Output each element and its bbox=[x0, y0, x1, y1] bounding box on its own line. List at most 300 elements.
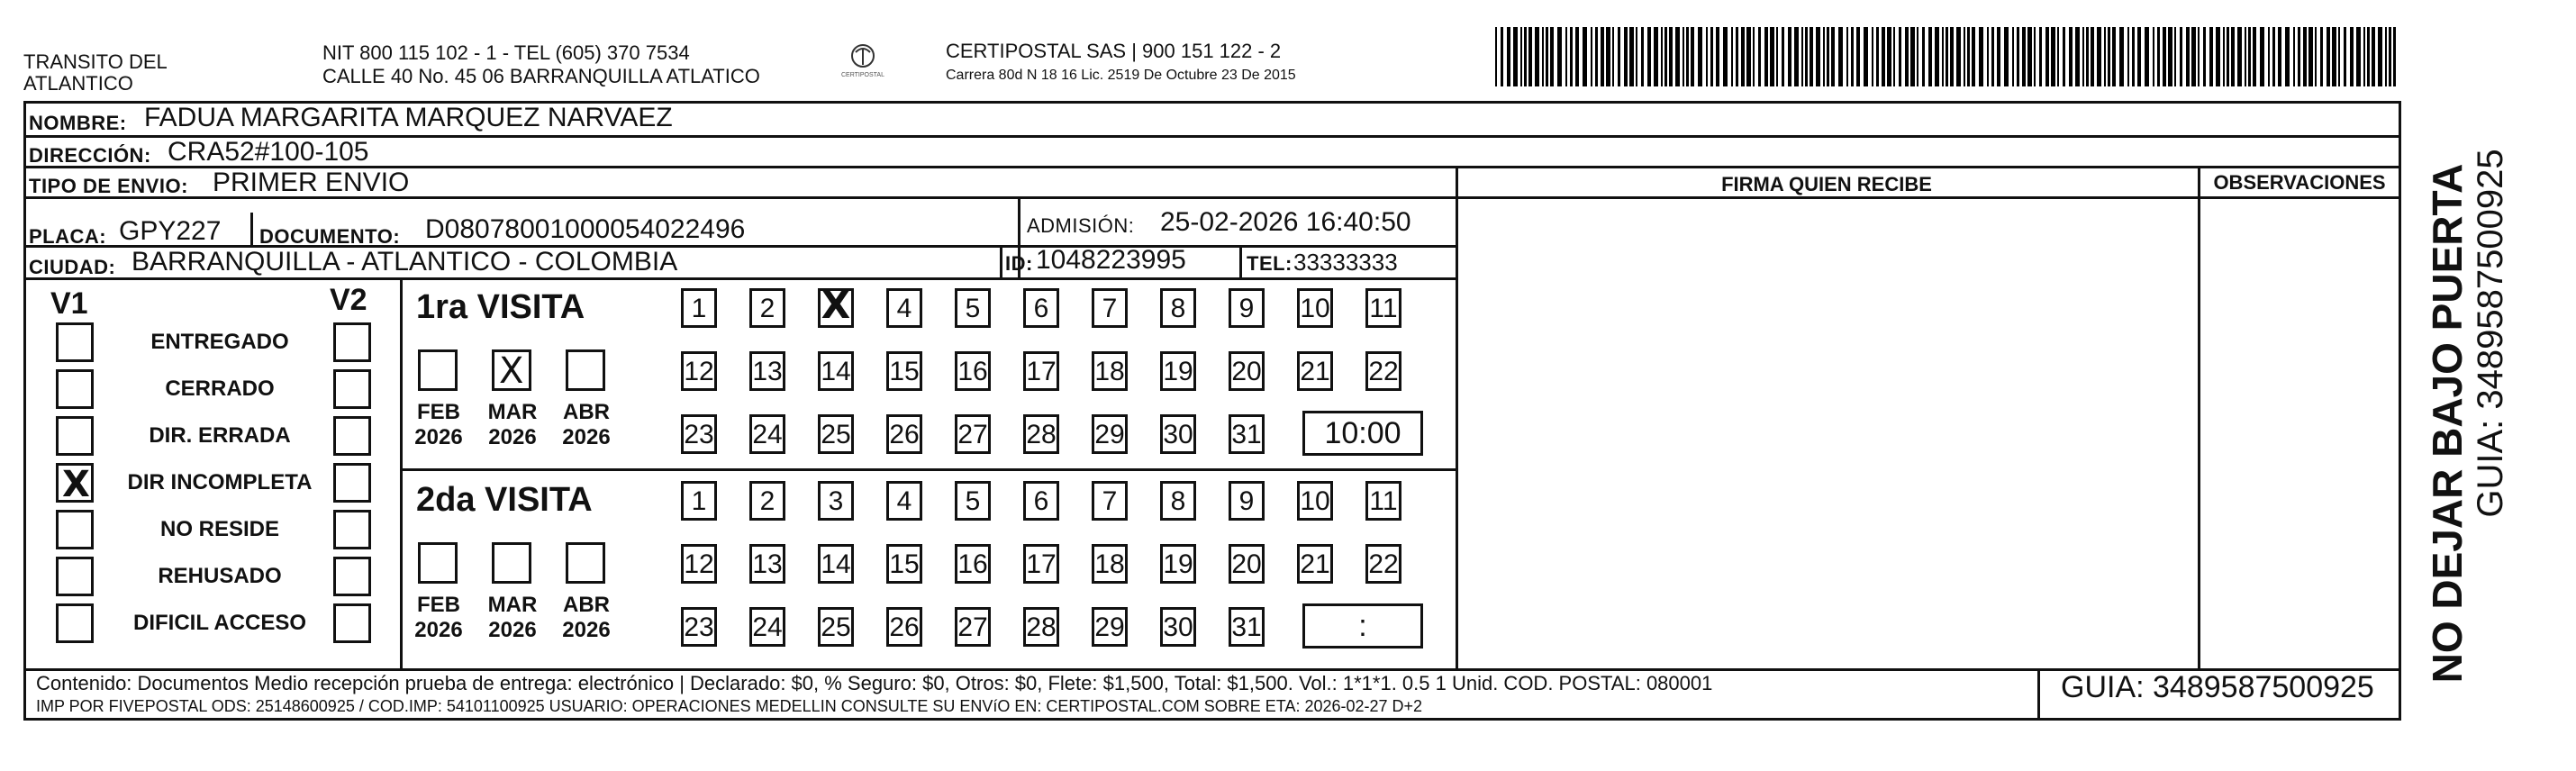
footer-print-line: IMP POR FIVEPOSTAL ODS: 25148600925 / COD.IMP: 54101100925 USUARIO: OPERACIONES MEDELLIN CONSULTE SU ENVíO EN: CERTIPOSTAL.COM SOBRE ETA: 2026-02-27 D+2 bbox=[36, 697, 1423, 715]
barcode-bar bbox=[1831, 27, 1835, 86]
barcode-bar bbox=[1753, 27, 1755, 86]
direccion-value: CRA52#100-105 bbox=[168, 137, 369, 167]
barcode-bar bbox=[1942, 27, 1944, 86]
v1-checkbox[interactable] bbox=[56, 322, 94, 362]
status-option-label: CERRADO bbox=[165, 376, 275, 401]
barcode-bar bbox=[1801, 27, 1803, 86]
day-box[interactable]: 14 bbox=[818, 351, 854, 391]
barcode-bar bbox=[2378, 27, 2382, 86]
barcode-bar bbox=[2108, 27, 2110, 86]
visit2-title: 2da VISITA bbox=[416, 481, 593, 519]
observaciones-header: OBSERVACIONES bbox=[2213, 171, 2386, 194]
barcode-bar bbox=[1591, 27, 1592, 86]
barcode-bar bbox=[2163, 27, 2166, 86]
day-box[interactable]: 15 bbox=[886, 544, 922, 584]
barcode-bar bbox=[2132, 27, 2135, 86]
barcode-bar bbox=[1893, 27, 1895, 86]
barcode-bar bbox=[1956, 27, 1961, 86]
month-year: 2026 bbox=[488, 425, 537, 449]
visit-time[interactable]: : bbox=[1302, 603, 1423, 649]
day-box[interactable]: 24 bbox=[749, 607, 785, 647]
barcode-bar bbox=[2332, 27, 2336, 86]
barcode-bar bbox=[1606, 27, 1610, 86]
direccion-label: DIRECCIÓN: bbox=[29, 144, 151, 167]
day-box[interactable]: 17 bbox=[1023, 544, 1059, 584]
barcode-bar bbox=[2075, 27, 2080, 86]
status-option-label: NO RESIDE bbox=[159, 517, 280, 541]
day-box[interactable]: 30 bbox=[1160, 607, 1196, 647]
barcode-bar bbox=[2137, 27, 2141, 86]
day-box[interactable]: 23 bbox=[681, 607, 717, 647]
day-box[interactable]: 23 bbox=[681, 414, 717, 454]
barcode-bar bbox=[1876, 27, 1879, 86]
barcode-bar bbox=[1550, 27, 1554, 86]
month-checkbox[interactable] bbox=[566, 542, 605, 584]
barcode-bar bbox=[2338, 27, 2340, 86]
barcode-bar bbox=[1557, 27, 1562, 86]
day-box[interactable]: 5 bbox=[955, 288, 991, 328]
placa-value: GPY227 bbox=[119, 216, 222, 246]
barcode-bar bbox=[1788, 27, 1791, 86]
day-box[interactable]: 4 bbox=[886, 481, 922, 521]
month-year: 2026 bbox=[562, 425, 611, 449]
day-box[interactable]: 18 bbox=[1092, 544, 1128, 584]
day-box[interactable]: 16 bbox=[955, 544, 991, 584]
barcode-bar bbox=[2127, 27, 2129, 86]
barcode-bar bbox=[1887, 27, 1891, 86]
barcode-bar bbox=[2278, 27, 2281, 86]
barcode-bar bbox=[2191, 27, 2196, 86]
documento-value: D08078001000054022496 bbox=[425, 214, 746, 244]
day-box[interactable]: 24 bbox=[749, 414, 785, 454]
day-box[interactable]: 12 bbox=[681, 351, 717, 391]
firma-header: FIRMA QUIEN RECIBE bbox=[1721, 173, 1932, 195]
barcode-bar bbox=[1723, 27, 1728, 86]
day-box[interactable]: 19 bbox=[1160, 351, 1196, 391]
barcode-bar bbox=[1851, 27, 1854, 86]
barcode-bar bbox=[1716, 27, 1719, 86]
barcode-bar bbox=[1741, 27, 1745, 86]
barcode-bar bbox=[1910, 27, 1915, 86]
barcode-bar bbox=[1654, 27, 1658, 86]
barcode-bar bbox=[1776, 27, 1778, 86]
barcode-bar bbox=[1846, 27, 1848, 86]
barcode-bar bbox=[2017, 27, 2019, 86]
month-year: 2026 bbox=[562, 618, 611, 642]
month-name: FEB bbox=[417, 400, 460, 424]
barcode-bar bbox=[1661, 27, 1663, 86]
month-checkbox[interactable] bbox=[492, 349, 531, 391]
barcode-bar bbox=[1513, 27, 1518, 86]
barcode-bar bbox=[2389, 27, 2391, 86]
status-option-label: DIR. ERRADA bbox=[149, 423, 291, 448]
barcode-bar bbox=[1731, 27, 1733, 86]
id-label: ID: bbox=[1005, 252, 1033, 275]
barcode-bar bbox=[2069, 27, 2073, 86]
barcode-bar bbox=[1495, 27, 1497, 86]
barcode-bar bbox=[1987, 27, 1989, 86]
tel-value: 33333333 bbox=[1293, 249, 1398, 276]
barcode-bar bbox=[2327, 27, 2330, 86]
barcode-bar bbox=[2180, 27, 2182, 86]
barcode-bar bbox=[1950, 27, 1954, 86]
barcode-bar bbox=[1501, 27, 1503, 86]
barcode-bar bbox=[2082, 27, 2084, 86]
nombre-label: NOMBRE: bbox=[29, 112, 127, 134]
barcode-bar bbox=[1935, 27, 1939, 86]
barcode-bar bbox=[2051, 27, 2055, 86]
barcode-bar bbox=[1520, 27, 1522, 86]
barcode-bar bbox=[2012, 27, 2014, 86]
day-box[interactable]: 16 bbox=[955, 351, 991, 391]
barcode-bar bbox=[2153, 27, 2154, 86]
barcode-bar bbox=[2022, 27, 2026, 86]
barcode-bar bbox=[1917, 27, 1918, 86]
barcode-bar bbox=[1575, 27, 1579, 86]
day-box[interactable]: 29 bbox=[1092, 414, 1128, 454]
barcode-bar bbox=[2385, 27, 2387, 86]
barcode-bar bbox=[1647, 27, 1651, 86]
barcode-bar bbox=[1794, 27, 1799, 86]
day-box[interactable]: 8 bbox=[1160, 481, 1196, 521]
barcode-bar bbox=[2174, 27, 2176, 86]
month-checkbox[interactable] bbox=[492, 542, 531, 584]
day-box[interactable]: 2 bbox=[749, 481, 785, 521]
day-box[interactable]: 22 bbox=[1365, 544, 1401, 584]
barcode-bar bbox=[2285, 27, 2290, 86]
company-line: CERTIPOSTAL SAS | 900 151 122 - 2 bbox=[946, 40, 1282, 62]
v2-checkbox[interactable] bbox=[333, 322, 371, 362]
day-box[interactable]: 25 bbox=[818, 414, 854, 454]
barcode-bar bbox=[2393, 27, 2396, 86]
day-box[interactable]: 31 bbox=[1229, 607, 1265, 647]
org-name-line1: TRANSITO DEL bbox=[23, 50, 168, 73]
barcode-bar bbox=[1882, 27, 1885, 86]
status-option-label: DIR INCOMPLETA bbox=[127, 470, 313, 494]
barcode-bar bbox=[1979, 27, 1983, 86]
barcode-bar bbox=[1972, 27, 1975, 86]
tipo-envio-label: TIPO DE ENVIO: bbox=[29, 175, 188, 197]
barcode-bar bbox=[2293, 27, 2295, 86]
barcode-bar bbox=[1664, 27, 1667, 86]
barcode-bar bbox=[2372, 27, 2375, 86]
status-option-label: ENTREGADO bbox=[150, 330, 289, 354]
barcode-bar bbox=[1991, 27, 1994, 86]
v2-checkbox[interactable] bbox=[333, 603, 371, 643]
barcode-bar bbox=[2216, 27, 2220, 86]
tel-label: TEL: bbox=[1247, 252, 1293, 275]
id-value: 1048223995 bbox=[1036, 245, 1186, 275]
barcode-bar bbox=[2168, 27, 2172, 86]
barcode-bar bbox=[1546, 27, 1548, 86]
barcode-bar bbox=[1507, 27, 1510, 86]
day-box[interactable]: 11 bbox=[1365, 288, 1401, 328]
month-checkbox[interactable] bbox=[418, 349, 458, 391]
footer-guia: GUIA: 3489587500925 bbox=[2061, 670, 2374, 704]
barcode-bar bbox=[2268, 27, 2270, 86]
barcode-bar bbox=[2063, 27, 2065, 86]
barcode-bar bbox=[2086, 27, 2089, 86]
barcode-bar bbox=[1872, 27, 1873, 86]
barcode-bar bbox=[2145, 27, 2149, 86]
day-box[interactable]: 6 bbox=[1023, 288, 1059, 328]
day-box[interactable]: 20 bbox=[1229, 351, 1265, 391]
barcode-bar bbox=[1675, 27, 1680, 86]
barcode-bar bbox=[1758, 27, 1761, 86]
v2-checkbox[interactable] bbox=[333, 369, 371, 409]
barcode-bar bbox=[2303, 27, 2307, 86]
barcode-bar bbox=[2045, 27, 2049, 86]
month-name: ABR bbox=[563, 400, 610, 424]
v2-label: V2 bbox=[330, 283, 367, 317]
month-label bbox=[555, 400, 618, 450]
v2-checkbox[interactable] bbox=[333, 416, 371, 456]
address-line: CALLE 40 No. 45 06 BARRANQUILLA ATLATICO bbox=[322, 65, 760, 87]
v2-checkbox[interactable] bbox=[333, 463, 371, 503]
barcode-bar bbox=[2298, 27, 2300, 86]
barcode-bar bbox=[1764, 27, 1768, 86]
month-checkbox[interactable] bbox=[566, 349, 605, 391]
day-box[interactable]: 12 bbox=[681, 544, 717, 584]
barcode-bar bbox=[2272, 27, 2275, 86]
barcode-bar bbox=[2112, 27, 2116, 86]
barcode-bar bbox=[2223, 27, 2225, 86]
nombre-value: FADUA MARGARITA MARQUEZ NARVAEZ bbox=[144, 103, 673, 132]
barcode-bar bbox=[1946, 27, 1948, 86]
barcode-bar bbox=[2209, 27, 2213, 86]
day-box[interactable]: 1 bbox=[681, 481, 717, 521]
barcode-bar bbox=[1535, 27, 1539, 86]
ciudad-value: BARRANQUILLA - ATLANTICO - COLOMBIA bbox=[132, 247, 678, 277]
barcode-bar bbox=[1583, 27, 1587, 86]
barcode-bar bbox=[1698, 27, 1702, 86]
barcode-bar bbox=[1736, 27, 1738, 86]
month-label bbox=[407, 593, 470, 643]
barcode-bar bbox=[1827, 27, 1829, 86]
day-box[interactable]: 13 bbox=[749, 351, 785, 391]
nit-line: NIT 800 115 102 - 1 - TEL (605) 370 7534 bbox=[322, 41, 690, 64]
barcode-bar bbox=[1856, 27, 1860, 86]
barcode-bar bbox=[1770, 27, 1774, 86]
v1-checkbox[interactable] bbox=[56, 510, 94, 549]
month-year: 2026 bbox=[488, 618, 537, 642]
day-box[interactable] bbox=[818, 288, 854, 328]
barcode-bar bbox=[2245, 27, 2246, 86]
barcode-bar bbox=[1782, 27, 1784, 86]
barcode-bar bbox=[1967, 27, 1970, 86]
day-box[interactable]: 10 bbox=[1297, 481, 1333, 521]
barcode-bar bbox=[1683, 27, 1684, 86]
barcode-bar bbox=[2227, 27, 2229, 86]
barcode-bar bbox=[2308, 27, 2313, 86]
v1-checkbox[interactable] bbox=[56, 369, 94, 409]
day-box[interactable]: 26 bbox=[886, 414, 922, 454]
day-box[interactable]: 27 bbox=[955, 414, 991, 454]
barcode-bar bbox=[1922, 27, 1925, 86]
footer-content-line: Contenido: Documentos Medio recepción prueba de entrega: electrónico | Declarado: $0, % Seguro: $0, Otros: $0, Flete: $1,500, Total: $1,500. Vol.: 1*1*1. 0.5 1 Unid. COD. POSTAL: 080001 bbox=[36, 672, 1713, 694]
barcode-bar bbox=[1524, 27, 1527, 86]
day-box[interactable]: 26 bbox=[886, 607, 922, 647]
barcode-bar bbox=[2104, 27, 2106, 86]
day-box[interactable]: 10 bbox=[1297, 288, 1333, 328]
barcode-bar bbox=[2350, 27, 2354, 86]
month-label bbox=[481, 400, 544, 450]
v2-checkbox[interactable] bbox=[333, 557, 371, 596]
day-box[interactable]: 22 bbox=[1365, 351, 1401, 391]
barcode-bar bbox=[1810, 27, 1813, 86]
v2-checkbox[interactable] bbox=[333, 510, 371, 549]
org-name-line2: ATLANTICO bbox=[23, 72, 133, 95]
barcode-bar bbox=[1669, 27, 1673, 86]
barcode-bar bbox=[1542, 27, 1544, 86]
month-name: MAR bbox=[487, 400, 538, 424]
day-box[interactable]: 4 bbox=[886, 288, 922, 328]
barcode-bar bbox=[2034, 27, 2036, 86]
barcode-bar bbox=[1997, 27, 2000, 86]
month-checkbox[interactable] bbox=[418, 542, 458, 584]
barcode-bar bbox=[2186, 27, 2190, 86]
day-box[interactable]: 28 bbox=[1023, 607, 1059, 647]
barcode-bar bbox=[1905, 27, 1909, 86]
barcode-bar bbox=[1928, 27, 1932, 86]
barcode-bar bbox=[1612, 27, 1614, 86]
v1-label: V1 bbox=[50, 286, 88, 321]
day-box[interactable]: 20 bbox=[1229, 544, 1265, 584]
admision-value: 25-02-2026 16:40:50 bbox=[1160, 207, 1411, 237]
month-label bbox=[555, 593, 618, 643]
month-name: ABR bbox=[563, 593, 610, 617]
barcode-bar bbox=[2057, 27, 2059, 86]
barcode-bar bbox=[1636, 27, 1637, 86]
day-box[interactable]: 11 bbox=[1365, 481, 1401, 521]
day-box[interactable]: 13 bbox=[749, 544, 785, 584]
barcode-bar bbox=[2260, 27, 2264, 86]
barcode-bar bbox=[1618, 27, 1620, 86]
barcode-bar bbox=[1823, 27, 1825, 86]
month-year: 2026 bbox=[414, 618, 463, 642]
barcode-bar bbox=[1864, 27, 1868, 86]
certipostal-logo: CERTIPOSTAL bbox=[838, 40, 888, 94]
ciudad-label: CIUDAD: bbox=[29, 256, 116, 278]
tipo-envio-value: PRIMER ENVIO bbox=[213, 168, 410, 197]
day-box[interactable]: 3 bbox=[818, 481, 854, 521]
day-box[interactable]: 1 bbox=[681, 288, 717, 328]
barcode bbox=[1495, 27, 2396, 86]
barcode-bar bbox=[1629, 27, 1634, 86]
day-box[interactable]: 8 bbox=[1160, 288, 1196, 328]
visit1-title: 1ra VISITA bbox=[416, 288, 585, 326]
day-box[interactable]: 19 bbox=[1160, 544, 1196, 584]
status-option-label: DIFICIL ACCESO bbox=[132, 611, 306, 635]
day-box[interactable]: 18 bbox=[1092, 351, 1128, 391]
no-dejar-warning: NO DEJAR BAJO PUERTA bbox=[2424, 163, 2471, 684]
v1-checkbox[interactable] bbox=[56, 603, 94, 643]
v1-checkbox[interactable] bbox=[56, 463, 94, 503]
barcode-bar bbox=[1595, 27, 1598, 86]
day-box[interactable]: 31 bbox=[1229, 414, 1265, 454]
barcode-bar bbox=[1601, 27, 1604, 86]
day-box[interactable]: 9 bbox=[1229, 288, 1265, 328]
day-box[interactable]: 7 bbox=[1092, 288, 1128, 328]
barcode-bar bbox=[2027, 27, 2032, 86]
day-box[interactable]: 14 bbox=[818, 544, 854, 584]
barcode-bar bbox=[2356, 27, 2361, 86]
day-box[interactable]: 28 bbox=[1023, 414, 1059, 454]
admision-label: ADMISIÓN: bbox=[1027, 214, 1135, 237]
barcode-bar bbox=[2198, 27, 2200, 86]
day-box[interactable]: 6 bbox=[1023, 481, 1059, 521]
barcode-bar bbox=[2344, 27, 2346, 86]
barcode-bar bbox=[2253, 27, 2256, 86]
documento-label: DOCUMENTO: bbox=[259, 225, 401, 248]
v1-checkbox[interactable] bbox=[56, 416, 94, 456]
barcode-bar bbox=[2320, 27, 2323, 86]
barcode-bar bbox=[1706, 27, 1708, 86]
barcode-bar bbox=[2237, 27, 2242, 86]
day-box[interactable]: 21 bbox=[1297, 351, 1333, 391]
barcode-bar bbox=[2248, 27, 2251, 86]
day-box[interactable]: 5 bbox=[955, 481, 991, 521]
barcode-bar bbox=[1686, 27, 1689, 86]
barcode-bar bbox=[1964, 27, 1965, 86]
month-year: 2026 bbox=[414, 425, 463, 449]
barcode-bar bbox=[1641, 27, 1644, 86]
barcode-bar bbox=[2367, 27, 2370, 86]
placa-label: PLACA: bbox=[29, 225, 107, 248]
barcode-bar bbox=[2157, 27, 2160, 86]
barcode-bar bbox=[2091, 27, 2094, 86]
barcode-bar bbox=[2363, 27, 2365, 86]
day-box[interactable]: 27 bbox=[955, 607, 991, 647]
status-option-label: REHUSADO bbox=[158, 564, 282, 588]
day-box[interactable]: 25 bbox=[818, 607, 854, 647]
month-name: MAR bbox=[487, 593, 538, 617]
barcode-bar bbox=[2004, 27, 2009, 86]
day-box[interactable]: 21 bbox=[1297, 544, 1333, 584]
barcode-bar bbox=[1528, 27, 1532, 86]
license-line: Carrera 80d N 18 16 Lic. 2519 De Octubre 23 De 2015 bbox=[946, 68, 1296, 83]
day-box[interactable]: 17 bbox=[1023, 351, 1059, 391]
v1-checkbox[interactable] bbox=[56, 557, 94, 596]
barcode-bar bbox=[2097, 27, 2101, 86]
barcode-bar bbox=[2039, 27, 2042, 86]
barcode-bar bbox=[2231, 27, 2235, 86]
day-box[interactable]: 29 bbox=[1092, 607, 1128, 647]
barcode-bar bbox=[2119, 27, 2124, 86]
barcode-bar bbox=[2203, 27, 2206, 86]
barcode-bar bbox=[1838, 27, 1843, 86]
barcode-bar bbox=[1570, 27, 1573, 86]
side-guia: GUIA: 3489587500925 bbox=[2471, 149, 2510, 518]
barcode-bar bbox=[1746, 27, 1751, 86]
month-name: FEB bbox=[417, 593, 460, 617]
day-box[interactable]: 15 bbox=[886, 351, 922, 391]
barcode-bar bbox=[1624, 27, 1628, 86]
barcode-bar bbox=[1816, 27, 1820, 86]
day-box[interactable]: 7 bbox=[1092, 481, 1128, 521]
barcode-bar bbox=[2315, 27, 2317, 86]
day-box[interactable]: 30 bbox=[1160, 414, 1196, 454]
month-label bbox=[407, 400, 470, 450]
month-label bbox=[481, 593, 544, 643]
barcode-bar bbox=[1710, 27, 1713, 86]
visit-time[interactable]: 10:00 bbox=[1302, 411, 1423, 456]
barcode-bar bbox=[1565, 27, 1567, 86]
day-box[interactable]: 9 bbox=[1229, 481, 1265, 521]
day-box[interactable]: 2 bbox=[749, 288, 785, 328]
barcode-bar bbox=[1899, 27, 1901, 86]
barcode-bar bbox=[1691, 27, 1694, 86]
